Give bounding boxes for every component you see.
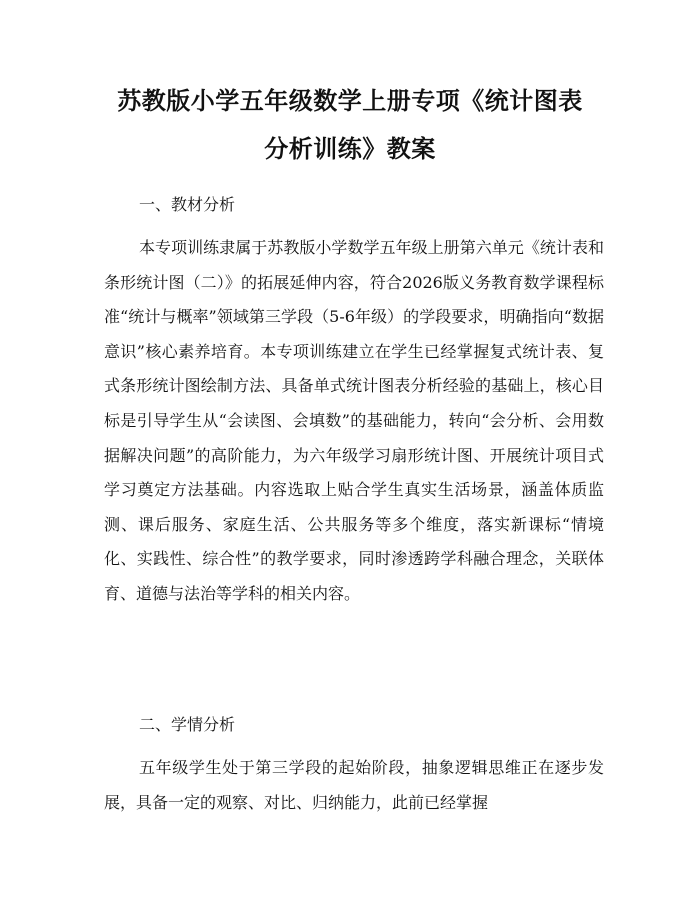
section-paragraph-learner-analysis: 五年级学生处于第三学段的起始阶段，抽象逻辑思维正在逐步发展，具备一定的观察、对比、归纳能力，此前已经掌握 (104, 758, 604, 812)
document-title-line-1: 苏教版小学五年级数学上册专项《统计图表 (117, 87, 583, 115)
document-title-line-2: 分析训练》教案 (264, 135, 436, 163)
section-heading-textbook-analysis: 一、教材分析 (139, 195, 236, 214)
section-paragraph-textbook-analysis: 本专项训练隶属于苏教版小学数学五年级上册第六单元《统计表和条形统计图（二）》的拓展延伸内容，符合2026版义务教育数学课程标准“统计与概率”领域第三学段（5-6年级）的学段要求，明确指向“数据意识”核心素养培育。本专项训练建立在学生已经掌握复式统计表、复式条形统计图绘制方法、具备单式统计图表分析经验的基础上，核心目标是引导学生从“会读图、会填数”的基础能力，转向“会分析、会用数据解决问题”的高阶能力，为六年级学习扇形统计图、开展统计项目式学习奠定方法基础。内容选取上贴合学生真实生活场景，涵盖体质监测、课后服务、家庭生活、公共服务等多个维度，落实新课标“情境化、实践性、综合性”的教学要求，同时渗透跨学科融合理念，关联体育、道德与法治等学科的相关内容。 (104, 238, 604, 603)
section-heading-learner-analysis: 二、学情分析 (139, 715, 236, 734)
